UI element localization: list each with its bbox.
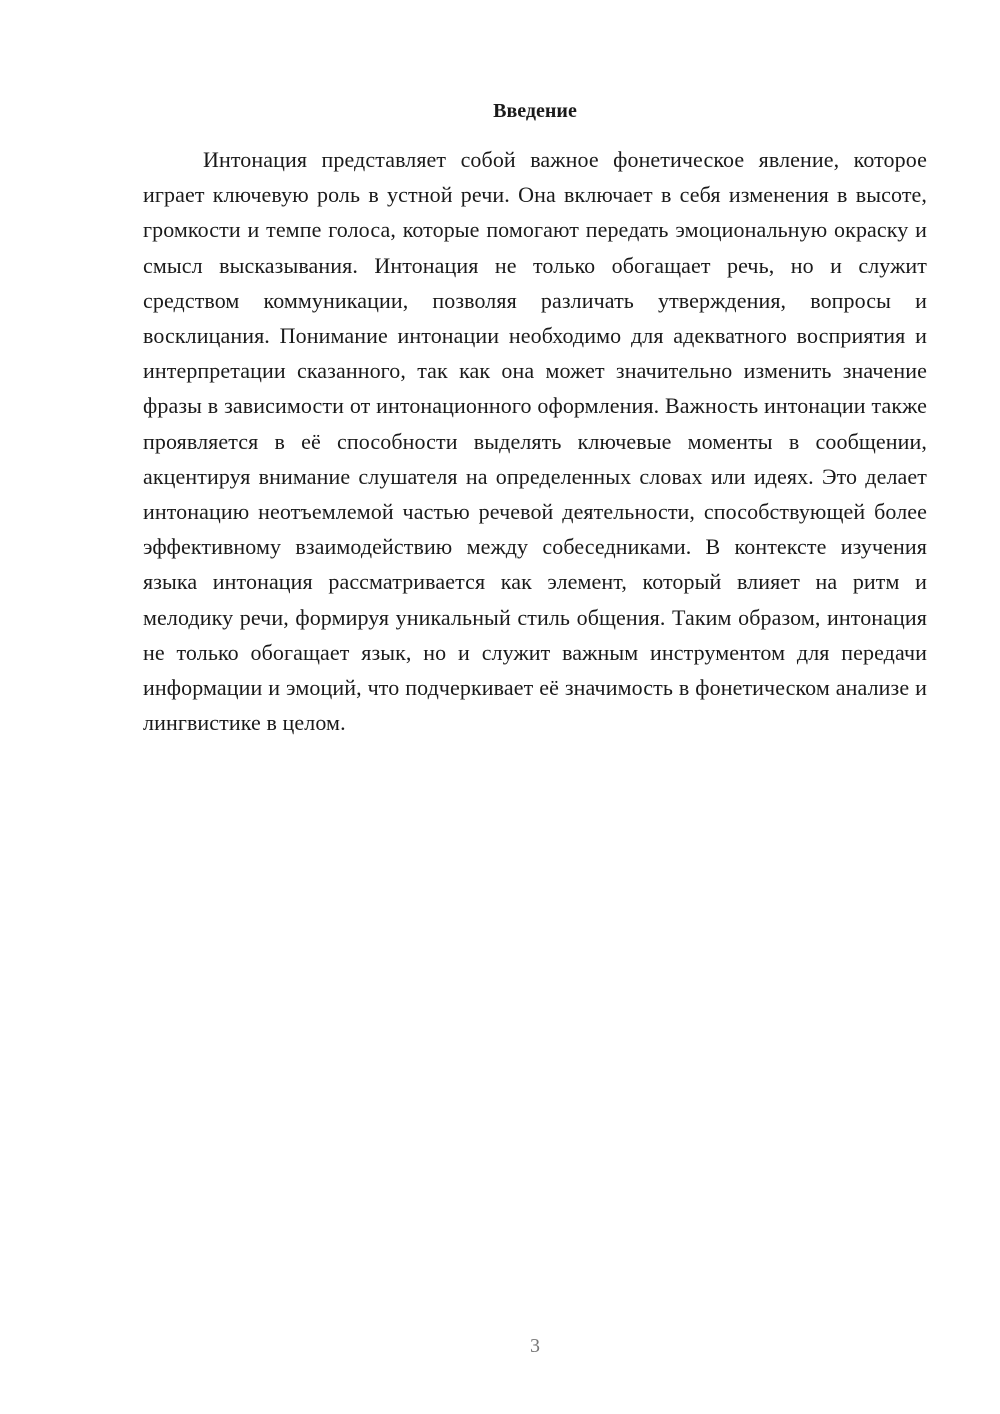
page-number: 3 xyxy=(530,1335,540,1357)
body-paragraph: Интонация представляет собой важное фонетическое явление, которое играет ключевую роль в устной речи. Она включает в себя изменения в высоте, громкости и темпе голоса, которые помогают передать эмоциональную окраску и смысл высказывания. Интонация не только обогащает речь, но и служит средством коммуникации, позволяя различать утверждения, вопросы и восклицания. Понимание интонации необходимо для адекватного восприятия и интерпретации сказанного, так как она может значительно изменить значение фразы в зависимости от интонационного оформления. Важность интонации также проявляется в её способности выделять ключевые моменты в сообщении, акцентируя внимание слушателя на определенных словах или идеях. Это делает интонацию неотъемлемой частью речевой деятельности, способствующей более эффективному взаимодействию между собеседниками. В контексте изучения языка интонация рассматривается как элемент, который влияет на ритм и мелодику речи, формируя уникальный стиль общения. Таким образом, интонация не только обогащает язык, но и служит важным инструментом для передачи информации и эмоций, что подчеркивает её значимость в фонетическом анализе и лингвистике в целом. xyxy=(143,147,927,736)
section-heading: Введение xyxy=(493,100,577,122)
